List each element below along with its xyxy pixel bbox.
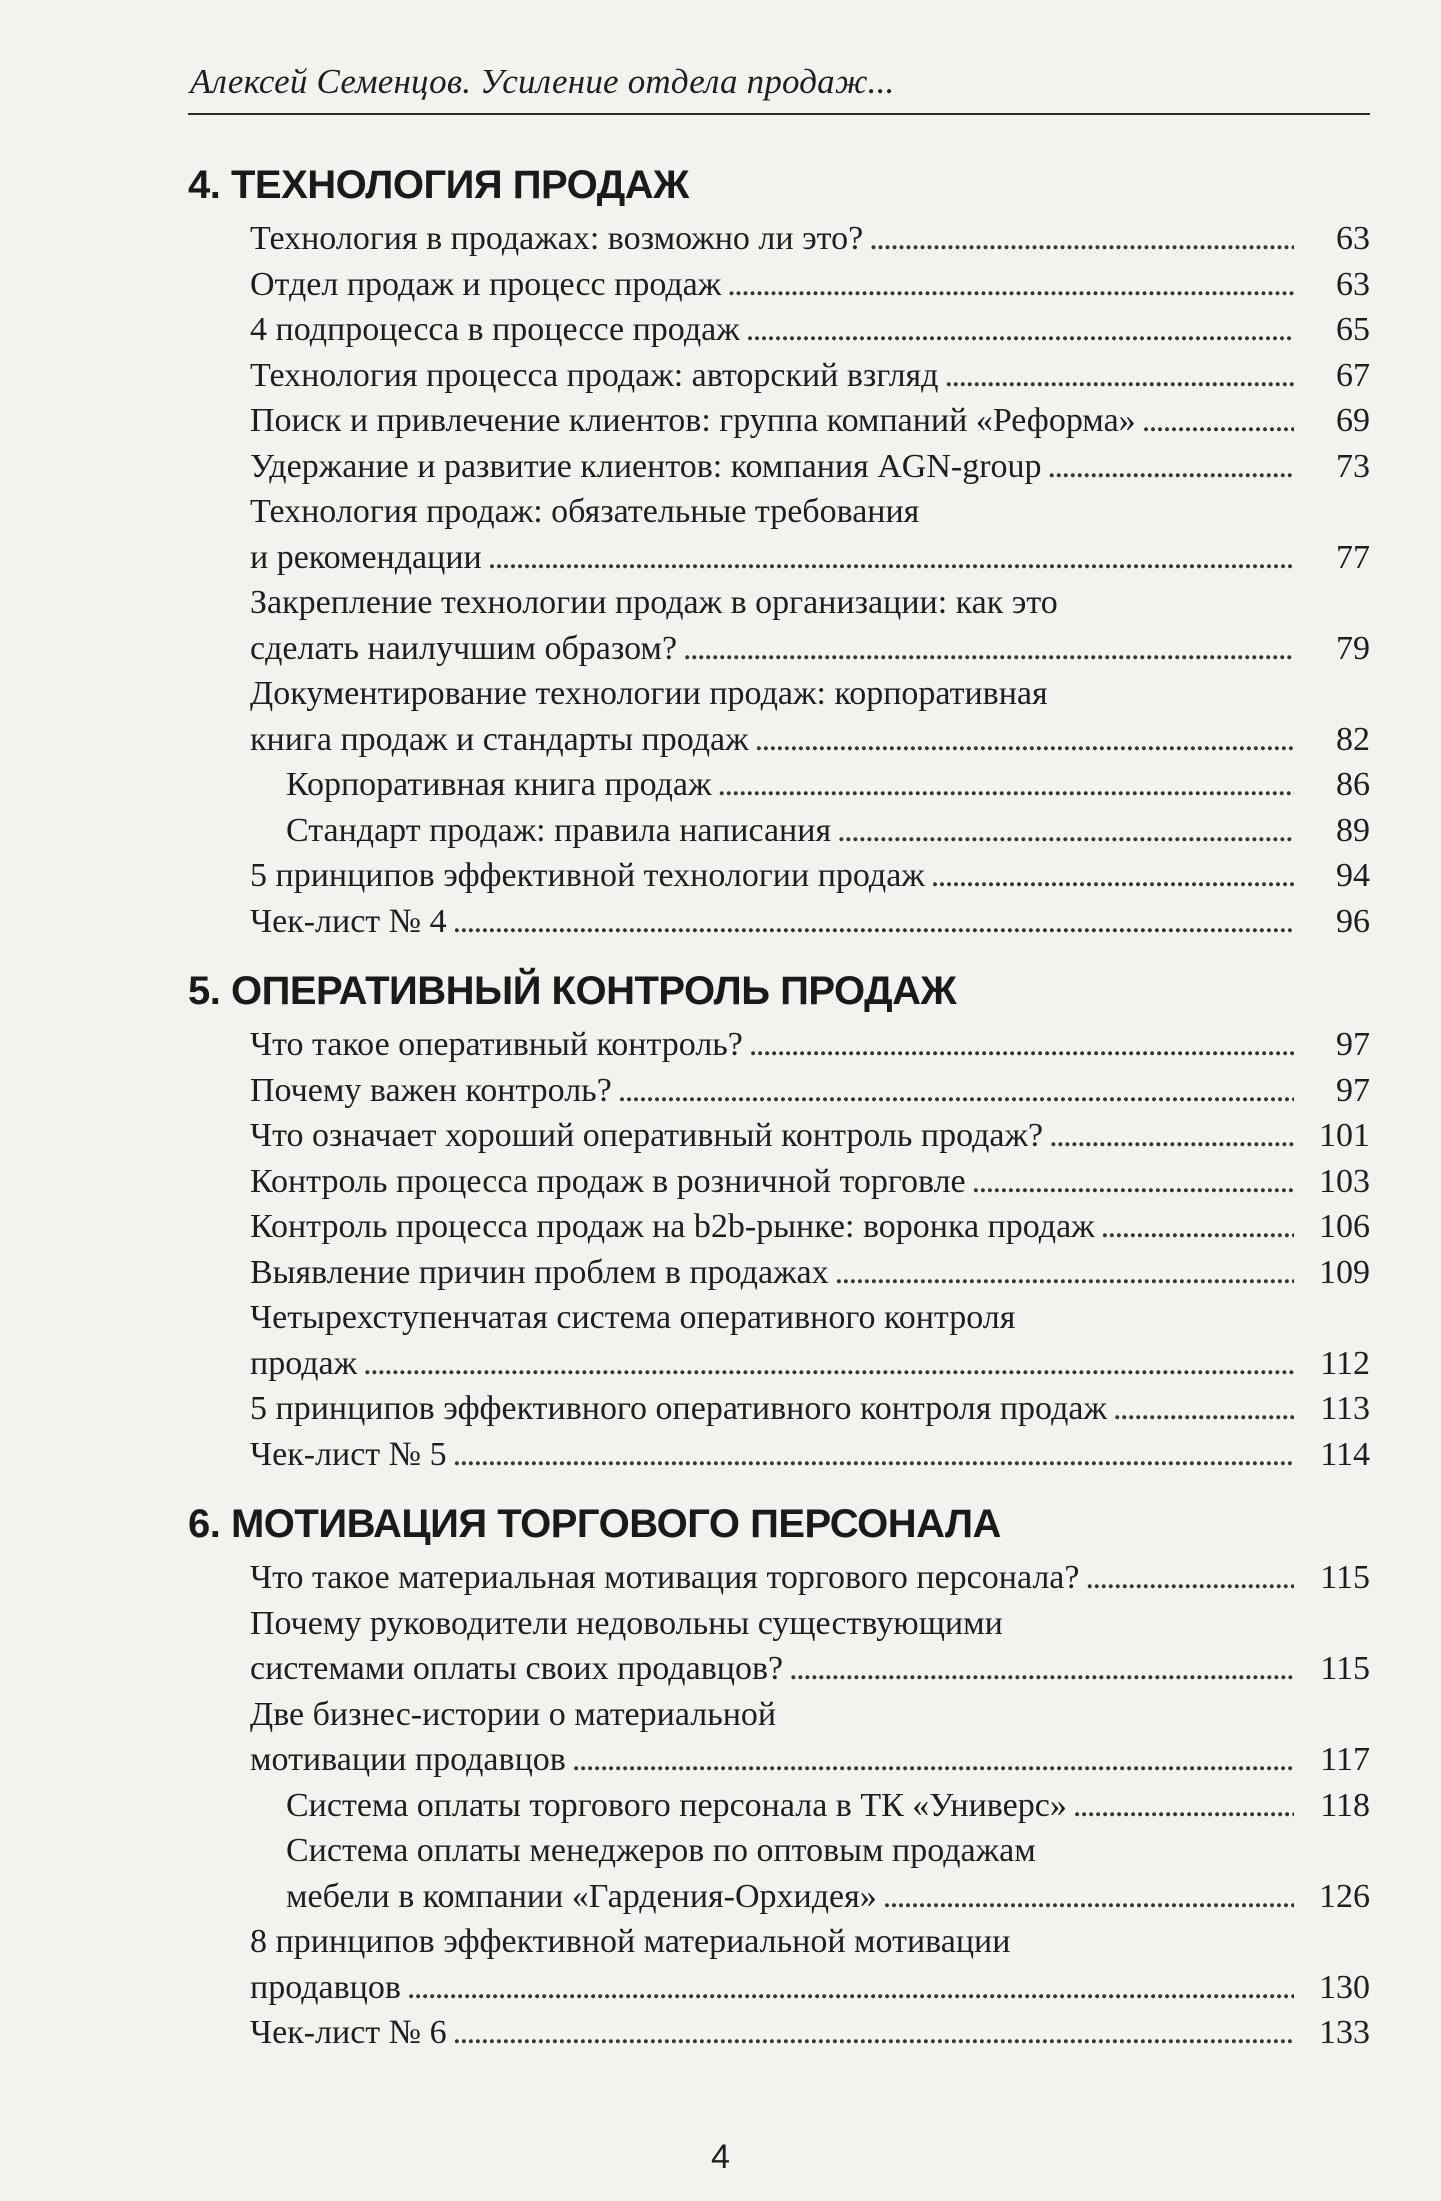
dot-leader — [837, 808, 1294, 854]
dot-leader — [944, 353, 1294, 399]
entry-page-number: 133 — [1319, 2014, 1370, 2051]
toc-entry — [188, 262, 1370, 308]
entry-page-number: 82 — [1336, 720, 1370, 758]
toc-entry — [188, 1068, 1370, 1114]
entry-page-number: 89 — [1336, 811, 1370, 849]
toc-entry — [188, 1432, 1370, 1478]
entry-text: Контроль процесса продаж на b2b-рынке: воронка продаж — [250, 1208, 1095, 1245]
dot-leader — [755, 717, 1294, 763]
entry-text: Чек-лист № 6 — [250, 2014, 447, 2051]
dot-leader — [883, 1874, 1294, 1920]
entry-text: Что такое оперативный контроль? — [250, 1026, 743, 1063]
entry-page-number: 79 — [1336, 629, 1370, 667]
toc-entry — [188, 216, 1370, 262]
entry-text: Система оплаты менеджеров по оптовым продажам — [286, 1832, 1036, 1869]
dot-leader — [789, 1646, 1294, 1692]
toc-entry — [188, 580, 1370, 671]
entry-page-number: 65 — [1336, 311, 1370, 348]
toc-entry — [188, 1692, 1370, 1783]
entry-text: Система оплаты торгового персонала в ТК «Универс» — [286, 1786, 1067, 1824]
entry-text: сделать наилучшим образом? — [250, 629, 678, 667]
entry-page-number: 69 — [1336, 402, 1370, 439]
toc-entry — [188, 1295, 1370, 1386]
entry-page-number: 106 — [1319, 1208, 1370, 1245]
entry-page-number: 63 — [1336, 220, 1370, 257]
entry-text: Что такое материальная мотивация торгового персонала? — [250, 1559, 1080, 1596]
entry-page-number: 97 — [1336, 1026, 1370, 1063]
entry-text: мотивации продавцов — [250, 1741, 566, 1778]
dot-leader — [1142, 398, 1294, 444]
entry-text: Закрепление технологии продаж в организации: как это — [250, 584, 1058, 621]
header-rule — [188, 113, 1370, 115]
section-title: 5. ОПЕРАТИВНЫЙ КОНТРОЛЬ ПРОДАЖ — [188, 969, 957, 1013]
entry-page-number: 96 — [1336, 902, 1370, 940]
entry-page-number: 77 — [1336, 538, 1370, 576]
toc-subentry — [188, 1783, 1370, 1829]
entry-text: книга продаж и стандарты продаж — [250, 720, 749, 758]
dot-leader — [1101, 1204, 1294, 1250]
entry-text: Стандарт продаж: правила написания — [286, 811, 832, 849]
toc-entry — [188, 899, 1370, 945]
dot-leader — [746, 307, 1294, 353]
toc-entry — [188, 1386, 1370, 1432]
dot-leader — [1049, 1113, 1294, 1159]
dot-leader — [363, 1341, 1294, 1387]
toc-section — [188, 160, 1370, 944]
entry-text: Две бизнес-истории о материальной — [250, 1695, 777, 1733]
entry-page-number: 126 — [1319, 1877, 1370, 1915]
entry-text: Что означает хороший оперативный контроль продаж? — [250, 1117, 1044, 1154]
entry-text: Почему руководители недовольны существующими — [250, 1604, 1003, 1642]
dot-leader — [453, 2010, 1294, 2056]
dot-leader — [572, 1737, 1294, 1783]
page-number: 4 — [711, 2138, 730, 2176]
entry-page-number: 73 — [1336, 447, 1370, 485]
section-title: 4. ТЕХНОЛОГИЯ ПРОДАЖ — [188, 163, 689, 207]
entry-text: системами оплаты своих продавцов? — [250, 1650, 784, 1687]
dot-leader — [407, 1965, 1294, 2011]
dot-leader — [717, 762, 1294, 808]
toc-entry — [188, 1022, 1370, 1068]
toc-entry — [188, 353, 1370, 399]
dot-leader — [618, 1068, 1294, 1114]
dot-leader — [749, 1022, 1294, 1068]
toc-subentry — [188, 808, 1370, 854]
entry-text: 5 принципов эффективной технологии продаж — [250, 857, 925, 894]
toc-entry — [188, 1204, 1370, 1250]
toc-entry — [188, 1919, 1370, 2010]
entry-text: Корпоративная книга продаж — [286, 766, 712, 803]
toc-entry — [188, 307, 1370, 353]
toc-subentry — [188, 1828, 1370, 1919]
entry-text: Чек-лист № 5 — [250, 1435, 447, 1473]
entry-page-number: 114 — [1320, 1435, 1370, 1473]
entry-page-number: 109 — [1319, 1253, 1370, 1291]
toc-entry — [188, 1250, 1370, 1296]
toc-entry — [188, 853, 1370, 899]
entry-text: Четырехступенчатая система оперативного контроля — [250, 1299, 1016, 1336]
entry-text: продавцов — [250, 1968, 401, 2006]
toc-entry — [188, 1555, 1370, 1601]
entry-text: и рекомендации — [250, 538, 482, 576]
toc-subentry — [188, 762, 1370, 808]
toc-entry — [188, 671, 1370, 762]
entry-page-number: 101 — [1319, 1117, 1370, 1154]
dot-leader — [727, 262, 1294, 308]
dot-leader — [1085, 1555, 1294, 1601]
entry-text: Поиск и привлечение клиентов: группа компаний «Реформа» — [250, 402, 1136, 439]
dot-leader — [683, 626, 1294, 672]
toc-entry — [188, 1113, 1370, 1159]
dot-leader — [1073, 1783, 1294, 1829]
entry-text: Почему важен контроль? — [250, 1071, 612, 1109]
entry-page-number: 115 — [1320, 1559, 1370, 1596]
entry-page-number: 63 — [1336, 265, 1370, 303]
entry-text: Технология процесса продаж: авторский взгляд — [250, 356, 939, 394]
entry-page-number: 97 — [1336, 1071, 1370, 1109]
entry-text: 8 принципов эффективной материальной мотивации — [250, 1923, 1011, 1960]
entry-page-number: 117 — [1320, 1741, 1370, 1778]
running-head: Алексей Семенцов. Усиление отдела продаж... — [190, 62, 895, 101]
toc-entry — [188, 398, 1370, 444]
dot-leader — [1113, 1386, 1294, 1432]
entry-text: 4 подпроцесса в процессе продаж — [250, 311, 740, 348]
toc-entry — [188, 2010, 1370, 2056]
toc-entry — [188, 444, 1370, 490]
entry-text: продаж — [250, 1344, 358, 1382]
entry-text: Контроль процесса продаж в розничной торговле — [250, 1162, 966, 1200]
toc-section — [188, 966, 1370, 1477]
entry-text: Удержание и развитие клиентов: компания AGN-group — [250, 447, 1042, 485]
dot-leader — [835, 1250, 1294, 1296]
table-of-contents — [188, 160, 1370, 2056]
entry-page-number: 67 — [1336, 356, 1370, 394]
entry-text: мебели в компании «Гардения-Орхидея» — [286, 1877, 877, 1915]
entry-page-number: 113 — [1320, 1390, 1370, 1427]
entry-text: Документирование технологии продаж: корпоративная — [250, 675, 1048, 712]
entry-page-number: 130 — [1319, 1968, 1370, 2006]
dot-leader — [869, 216, 1294, 262]
entry-page-number: 94 — [1336, 857, 1370, 894]
dot-leader — [972, 1159, 1294, 1205]
entry-text: Чек-лист № 4 — [250, 902, 447, 940]
entry-page-number: 115 — [1320, 1650, 1370, 1687]
dot-leader — [1048, 444, 1294, 490]
dot-leader — [453, 1432, 1294, 1478]
dot-leader — [453, 899, 1294, 945]
dot-leader — [931, 853, 1294, 899]
toc-entry — [188, 1159, 1370, 1205]
entry-page-number: 112 — [1320, 1344, 1370, 1382]
entry-page-number: 86 — [1336, 766, 1370, 803]
entry-text: Отдел продаж и процесс продаж — [250, 265, 722, 303]
dot-leader — [488, 535, 1294, 581]
entry-text: 5 принципов эффективного оперативного контроля продаж — [250, 1390, 1107, 1427]
entry-text: Выявление причин проблем в продажах — [250, 1253, 829, 1291]
entry-page-number: 118 — [1320, 1786, 1370, 1824]
entry-text: Технология продаж: обязательные требования — [250, 493, 920, 530]
entry-text: Технология в продажах: возможно ли это? — [250, 220, 864, 257]
section-title: 6. МОТИВАЦИЯ ТОРГОВОГО ПЕРСОНАЛА — [188, 1502, 1001, 1546]
entry-page-number: 103 — [1319, 1162, 1370, 1200]
toc-entry — [188, 1601, 1370, 1692]
toc-entry — [188, 489, 1370, 580]
toc-section — [188, 1499, 1370, 2056]
